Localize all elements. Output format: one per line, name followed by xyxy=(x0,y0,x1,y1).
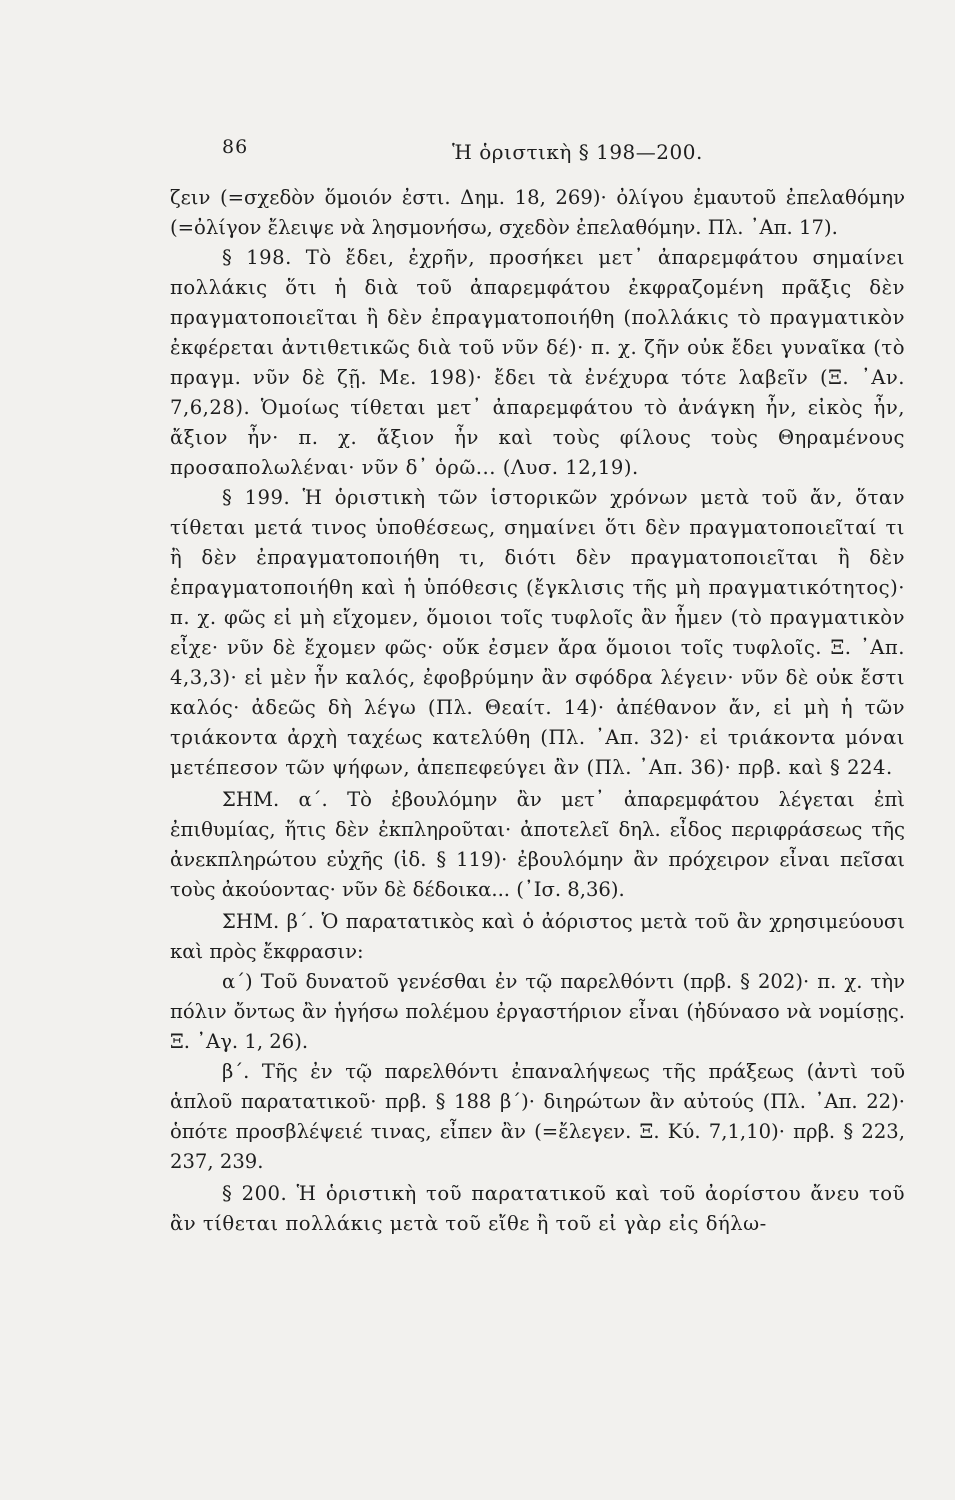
page-header xyxy=(222,136,912,172)
note-beta: ΣΗΜ. β΄. Ὁ παρατατικὸς καὶ ὁ ἀόριστος μετὰ τοῦ ἂν χρησιμεύουσι καὶ πρὸς ἔκφρασιν: xyxy=(170,910,905,963)
section-200: § 200. Ἡ ὁριστικὴ τοῦ παρατατικοῦ καὶ τοῦ ἀορίστου ἄνευ τοῦ ἂν τίθεται πολλάκις μετὰ τοῦ εἴθε ἢ τοῦ εἰ γὰρ εἰς δήλω- xyxy=(170,1182,905,1235)
section-198: § 198. Τὸ ἔδει, ἐχρῆν, προσήκει μετ᾽ ἀπαρεμφάτου σημαίνει πολλάκις ὅτι ἡ διὰ τοῦ ἀπαρεμφάτου ἐκφραζομένη πρᾶξις δὲν πραγματοποιεῖται ἢ δὲν ἐπραγματοποιήθη (πολλάκις τὸ πραγματικὸν ἐκφέρεται ἀντιθετικῶς διὰ τοῦ νῦν δέ)· π. χ. ζῆν οὐκ ἔδει γυναῖκα (τὸ πραγμ. νῦν δὲ ζῇ. Με. 198)· ἔδει τὰ ἐνέχυρα τότε λαβεῖν (Ξ. ᾿Αν. 7,6,28). Ὁμοίως τίθεται μετ᾽ ἀπαρεμφάτου τὸ ἀνάγκη ἦν, εἰκὸς ἦν, ἄξιον ἦν· π. χ. ἄξιον ἦν καὶ τοὺς φίλους τοὺς Θηραμένους προσαπολωλέναι· νῦν δ᾽ ὁρῶ... (Λυσ. 12,19). xyxy=(170,246,905,479)
section-199: § 199. Ἡ ὁριστικὴ τῶν ἱστορικῶν χρόνων μετὰ τοῦ ἄν, ὅταν τίθεται μετά τινος ὑποθέσεως, σημαίνει ὅτι δὲν πραγματοποιεῖταί τι ἢ δὲν ἐπραγματοποιήθη τι, διότι δὲν πραγματοποιεῖται ἢ δὲν ἐπραγματοποιήθη καὶ ἡ ὑπόθεσις (ἔγκλισις τῆς μὴ πραγματικότητος)· π. χ. φῶς εἰ μὴ εἴχομεν, ὅμοιοι τοῖς τυφλοῖς ἂν ἦμεν (τὸ πραγματικὸν εἶχε· νῦν δὲ ἔχομεν φῶς· οὔκ ἐσμεν ἄρα ὅμοιοι τοῖς τυφλοῖς. Ξ. ᾿Απ. 4,3,3)· εἰ μὲν ἦν καλός, ἐφοβρύμην ἂν σφόδρα λέγειν· νῦν δὲ οὐκ ἔστι καλός· ἀδεῶς δὴ λέγω (Πλ. Θεαίτ. 14)· ἀπέθανον ἄν, εἰ μὴ ἡ τῶν τριάκοντα ἀρχὴ ταχέως κατελύθη (Πλ. ᾿Απ. 32)· εἰ τριάκοντα μόναι μετέπεσον τῶν ψήφων, ἀπεπεφεύγει ἂν (Πλ. ᾿Απ. 36)· πρβ. καὶ § 224. xyxy=(170,486,905,779)
running-head: Ἡ ὁριστικὴ § 198—200. xyxy=(452,140,703,164)
page-number: 86 xyxy=(222,136,249,158)
note-alpha: ΣΗΜ. α΄. Τὸ ἐβουλόμην ἂν μετ᾽ ἀπαρεμφάτου λέγεται ἐπὶ ἐπιθυμίας, ἥτις δὲν ἐκπληροῦται· ἀποτελεῖ δηλ. εἶδος περιφράσεως τῆς ἀνεκπληρώτου εὐχῆς (ἰδ. § 119)· ἐβουλόμην ἂν πρόχειρον εἶναι πεῖσαι τοὺς ἀκούοντας· νῦν δὲ δέδοικα... (᾿Ισ. 8,36). xyxy=(170,788,905,901)
body-text xyxy=(170,183,905,1239)
note-beta-item-b: β΄. Τῆς ἐν τῷ παρελθόντι ἐπαναλήψεως τῆς πράξεως (ἀντὶ τοῦ ἁπλοῦ παρατατικοῦ· πρβ. § 188 β΄)· διηρώτων ἂν αὐτούς (Πλ. ᾿Απ. 22)· ὁπότε προσβλέψειέ τινας, εἶπεν ἂν (=ἔλεγεν. Ξ. Κύ. 7,1,10)· πρβ. § 223, 237, 239. xyxy=(170,1060,905,1173)
paragraph-continuation: ζειν (=σχεδὸν ὅμοιόν ἐστι. Δημ. 18, 269)· ὀλίγου ἐμαυτοῦ ἐπελαθόμην (=ὀλίγον ἔλειψε νὰ λησμονήσω, σχεδὸν ἐπελαθόμην. Πλ. ᾿Απ. 17). xyxy=(170,186,905,239)
note-beta-item-a: α΄) Τοῦ δυνατοῦ γενέσθαι ἐν τῷ παρελθόντι (πρβ. § 202)· π. χ. τὴν πόλιν ὄντως ἂν ἡγήσω πολέμου ἐργαστήριον εἶναι (ἠδύνασο νὰ νομίσῃς. Ξ. ᾿Αγ. 1, 26). xyxy=(170,970,905,1053)
